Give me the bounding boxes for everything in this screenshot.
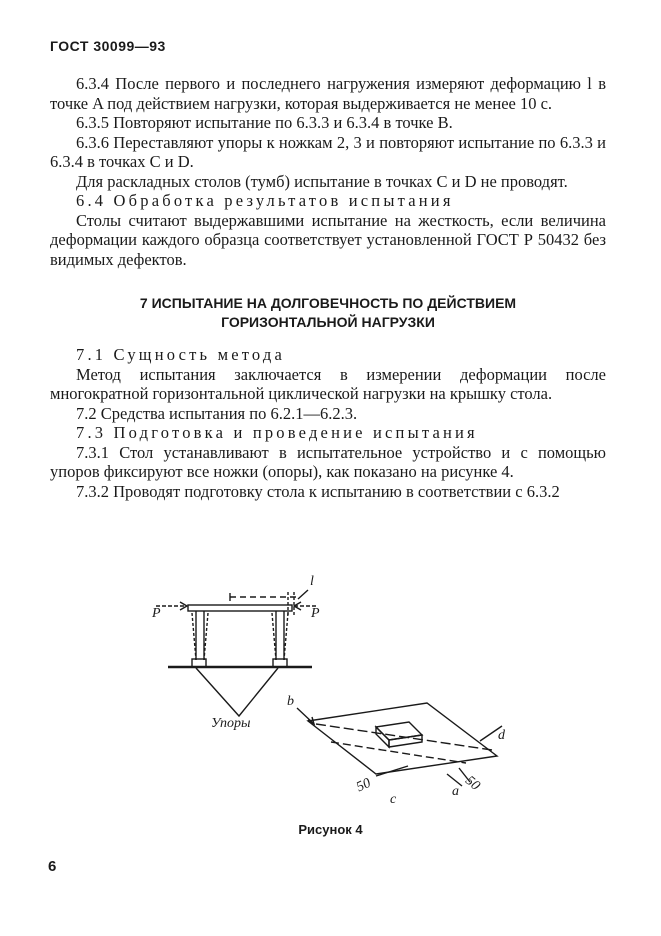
paragraph-6-3-4: 6.3.4 После первого и последнего нагружения измеряют деформацию l в точке A под действием нагрузки, которая выдерживается не менее 10 с. bbox=[50, 74, 606, 113]
paragraph-6-3-6: 6.3.6 Переставляют упоры к ножкам 2, 3 и повторяют испытание по 6.3.3 и 6.3.4 в точках C и D. bbox=[50, 132, 606, 171]
paragraph-7-3-1: 7.3.1 Стол устанавливают в испытательное устройство и с помощью упоров фиксируют все ножки (опоры), как показано на рисунке 4. bbox=[50, 442, 606, 481]
paragraph-6-3-5: 6.3.5 Повторяют испытание по 6.3.3 и 6.3.4 в точке B. bbox=[76, 113, 453, 132]
section-7-title-line2: ГОРИЗОНТАЛЬНОЙ НАГРУЗКИ bbox=[221, 314, 435, 330]
heading-6-4: 6.4 Обработка результатов испытания bbox=[76, 191, 454, 210]
label-c: c bbox=[390, 792, 397, 807]
heading-7-1: 7.1 Сущность метода bbox=[76, 345, 286, 364]
label-load-left: P bbox=[152, 606, 161, 621]
paragraph-7-2: 7.2 Средства испытания по 6.2.1—6.2.3. bbox=[76, 403, 358, 423]
figure-4-drawing bbox=[150, 568, 520, 838]
label-50-left: 50 bbox=[354, 775, 374, 796]
document-body bbox=[50, 74, 606, 501]
load-block-side bbox=[376, 727, 389, 747]
figure-caption: Рисунок 4 bbox=[298, 822, 363, 837]
document-header: ГОСТ 30099—93 bbox=[50, 38, 166, 54]
page-number: 6 bbox=[48, 858, 57, 875]
axis-long bbox=[316, 724, 492, 750]
heading-7-3: 7.3 Подготовка и проведение испытания bbox=[76, 423, 478, 442]
label-a: a bbox=[452, 784, 459, 799]
figure-4 bbox=[150, 568, 520, 838]
load-block-top bbox=[376, 722, 422, 740]
label-b: b bbox=[287, 694, 294, 709]
label-stops: Упоры bbox=[211, 716, 251, 731]
dim-50-left bbox=[376, 766, 408, 776]
stop-right bbox=[273, 659, 287, 667]
label-deformation-l: l bbox=[310, 574, 314, 589]
table-top bbox=[188, 605, 292, 611]
paragraph-6-4-result: Столы считают выдержавшими испытание на жесткость, если величина деформации каждого образца соответствует установленной ГОСТ Р 50432 без видимых дефектов. bbox=[50, 210, 606, 269]
label-load-right: P bbox=[311, 606, 320, 621]
label-50-right: 50 bbox=[462, 773, 483, 794]
l-leader bbox=[298, 590, 308, 599]
paragraph-7-1-method: Метод испытания заключается в измерении деформации после многократной горизонтальной циклической нагрузки на крышку стола. bbox=[50, 364, 606, 403]
label-d: d bbox=[498, 728, 505, 743]
section-7-title bbox=[50, 294, 606, 332]
paragraph-7-3-2: 7.3.2 Проводят подготовку стола к испытанию в соответствии с 6.3.2 bbox=[76, 481, 560, 501]
paragraph-folding-tables: Для раскладных столов (тумб) испытание в точках C и D не проводят. bbox=[76, 171, 568, 191]
section-7-title-line1: 7 ИСПЫТАНИЕ НА ДОЛГОВЕЧНОСТЬ ПО ДЕЙСТВИЕМ bbox=[139, 295, 517, 311]
stop-left bbox=[192, 659, 206, 667]
stops-leader bbox=[196, 668, 278, 716]
